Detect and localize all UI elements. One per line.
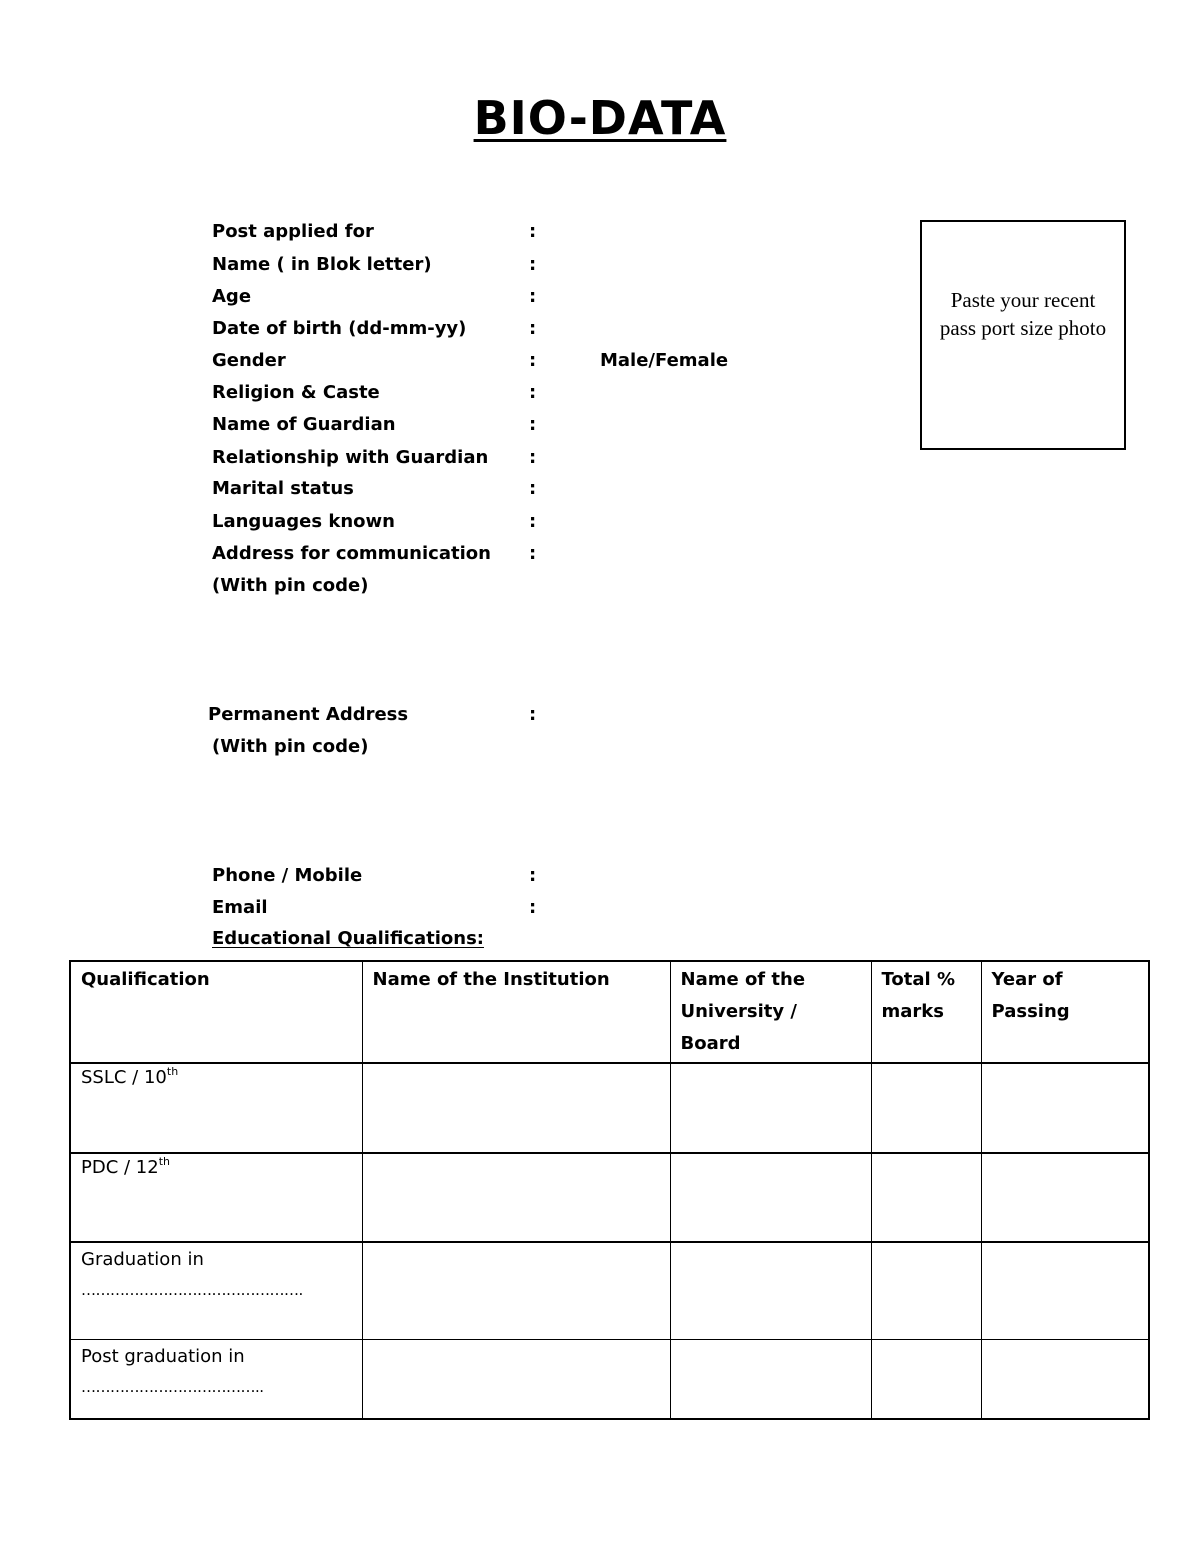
field-label-name: Name ( in Blok letter) bbox=[212, 254, 432, 275]
qualification-name: Post graduation in bbox=[81, 1345, 245, 1367]
university-cell[interactable] bbox=[670, 1339, 871, 1419]
gender-options: Male/Female bbox=[600, 350, 729, 371]
dotted-blank: ……………………………….. bbox=[81, 1377, 264, 1396]
education-heading: Educational Qualifications: bbox=[212, 928, 484, 949]
university-cell[interactable] bbox=[670, 1242, 871, 1339]
field-colon: : bbox=[529, 382, 537, 403]
year-cell[interactable] bbox=[981, 1063, 1149, 1153]
field-colon: : bbox=[529, 865, 537, 886]
field-label-address-communication: Address for communication bbox=[212, 543, 491, 564]
column-header-institution: Name of the Institution bbox=[362, 961, 670, 1063]
field-colon: : bbox=[529, 286, 537, 307]
qualification-name: SSLC / 10 bbox=[81, 1067, 167, 1088]
field-colon: : bbox=[529, 318, 537, 339]
education-table bbox=[69, 960, 1150, 1420]
field-colon: : bbox=[529, 478, 537, 499]
institution-cell[interactable] bbox=[362, 1242, 670, 1339]
photo-placeholder-box bbox=[920, 220, 1126, 450]
institution-cell[interactable] bbox=[362, 1153, 670, 1242]
field-label-age: Age bbox=[212, 286, 252, 307]
field-colon: : bbox=[529, 414, 537, 435]
field-label-marital-status: Marital status bbox=[212, 478, 354, 499]
marks-cell[interactable] bbox=[871, 1153, 981, 1242]
ordinal-suffix: th bbox=[166, 1065, 179, 1078]
field-label-email: Email bbox=[212, 897, 268, 918]
column-header-university: Name of the University / Board bbox=[670, 961, 871, 1063]
qualification-cell bbox=[70, 1153, 362, 1242]
field-colon: : bbox=[529, 897, 537, 918]
document-title: BIO-DATA bbox=[473, 91, 727, 145]
university-cell[interactable] bbox=[670, 1153, 871, 1242]
field-label-guardian-relationship: Relationship with Guardian bbox=[212, 447, 489, 468]
field-colon: : bbox=[529, 447, 537, 468]
university-cell[interactable] bbox=[670, 1063, 871, 1153]
table-row bbox=[70, 1153, 1149, 1242]
column-header-marks: Total % marks bbox=[871, 961, 981, 1063]
field-colon: : bbox=[529, 511, 537, 532]
qualification-cell bbox=[70, 1242, 362, 1339]
dotted-blank: ………………………………………. bbox=[81, 1281, 303, 1299]
field-colon: : bbox=[529, 350, 537, 371]
column-header-qualification: Qualification bbox=[70, 961, 362, 1063]
photo-instruction: Paste your recent pass port size photo bbox=[939, 288, 1107, 340]
field-colon: : bbox=[529, 543, 537, 564]
permanent-address-pin-note: (With pin code) bbox=[212, 736, 369, 757]
field-label-languages: Languages known bbox=[212, 511, 395, 532]
field-colon: : bbox=[529, 221, 537, 242]
field-label-gender: Gender bbox=[212, 350, 286, 371]
table-row bbox=[70, 1242, 1149, 1339]
marks-cell[interactable] bbox=[871, 1063, 981, 1153]
field-label-religion-caste: Religion & Caste bbox=[212, 382, 380, 403]
table-header-row bbox=[70, 961, 1149, 1063]
field-label-permanent-address: Permanent Address bbox=[208, 704, 409, 725]
year-cell[interactable] bbox=[981, 1339, 1149, 1419]
qualification-name: Graduation in bbox=[81, 1249, 204, 1270]
institution-cell[interactable] bbox=[362, 1339, 670, 1419]
table-row bbox=[70, 1339, 1149, 1419]
qualification-name: PDC / 12 bbox=[81, 1157, 159, 1178]
field-label-phone: Phone / Mobile bbox=[212, 865, 363, 886]
marks-cell[interactable] bbox=[871, 1242, 981, 1339]
table-row bbox=[70, 1063, 1149, 1153]
year-cell[interactable] bbox=[981, 1242, 1149, 1339]
ordinal-suffix: th bbox=[158, 1155, 170, 1168]
marks-cell[interactable] bbox=[871, 1339, 981, 1419]
field-label-post-applied: Post applied for bbox=[212, 221, 374, 242]
qualification-cell bbox=[70, 1063, 362, 1153]
institution-cell[interactable] bbox=[362, 1063, 670, 1153]
column-header-year: Year of Passing bbox=[981, 961, 1149, 1063]
field-colon: : bbox=[529, 254, 537, 275]
field-label-date-of-birth: Date of birth (dd-mm-yy) bbox=[212, 318, 467, 339]
qualification-cell bbox=[70, 1339, 362, 1419]
address-pin-note: (With pin code) bbox=[212, 575, 369, 596]
field-label-guardian-name: Name of Guardian bbox=[212, 414, 396, 435]
year-cell[interactable] bbox=[981, 1153, 1149, 1242]
field-colon: : bbox=[529, 704, 537, 725]
